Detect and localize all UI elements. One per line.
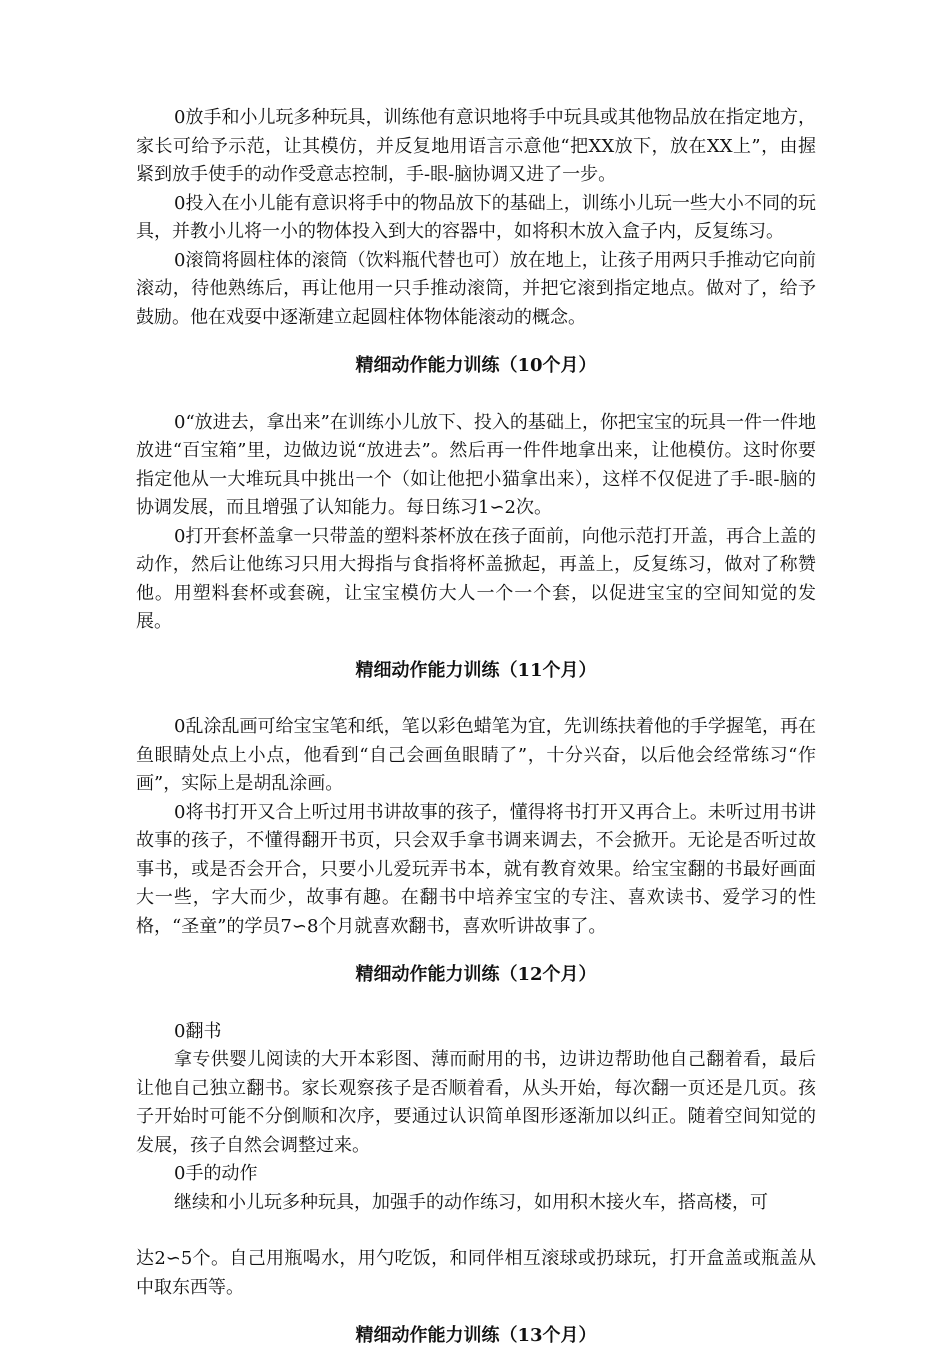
section-heading-10-months: 精细动作能力训练（10个月） bbox=[355, 355, 597, 376]
paragraph-scribble: 0乱涂乱画可给宝宝笔和纸，笔以彩色蜡笔为宜，先训练扶着他的手学握笔，再在鱼眼睛处点上小点，他看到“自己会画鱼眼睛了”，十分兴奋，以后他会经常练习“作画”，实际上是胡乱涂画。 bbox=[136, 716, 816, 794]
subheading-hand-actions: 0手的动作 bbox=[174, 1163, 258, 1184]
section-heading-12-months: 精细动作能力训练（12个月） bbox=[355, 964, 597, 985]
paragraph-put-down: 0放手和小儿玩多种玩具，训练他有意识地将手中玩具或其他物品放在指定地方，家长可给予示范，让其模仿，并反复地用语言示意他“把XX放下，放在XX上”，由握紧到放手使手的动作受意志控制，手-眼-脑协调又进了一步。 bbox=[136, 107, 816, 185]
paragraph-open-cup-lid: 0打开套杯盖拿一只带盖的塑料茶杯放在孩子面前，向他示范打开盖，再合上盖的动作，然后让他练习只用大拇指与食指将杯盖掀起，再盖上，反复练习，做对了称赞他。用塑料套杯或套碗，让宝宝模仿大人一个一个套，以促进宝宝的空间知觉的发展。 bbox=[136, 525, 816, 632]
paragraph-roller: 0滚筒将圆柱体的滚筒（饮料瓶代替也可）放在地上，让孩子用两只手推动它向前滚动，待他熟练后，再让他用一只手推动滚筒，并把它滚到指定地点。做对了，给予鼓励。他在戏耍中逐渐建立起圆柱体物体能滚动的概念。 bbox=[136, 249, 816, 328]
paragraph-open-close-book: 0将书打开又合上听过用书讲故事的孩子，懂得将书打开又再合上。未听过用书讲故事的孩子，不懂得翻开书页，只会双手拿书调来调去，不会掀开。无论是否听过故事书，或是否会开合，只要小儿爱玩弄书本，就有教育效果。给宝宝翻的书最好画面大一些，字大而少，故事有趣。在翻书中培养宝宝的专注、喜欢读书、爱学习的性格，“圣童”的学员7∽8个月就喜欢翻书，喜欢听讲故事了。 bbox=[136, 801, 816, 937]
paragraph-drop-in: 0投入在小儿能有意识将手中的物品放下的基础上，训练小儿玩一些大小不同的玩具，并教小儿将一小的物体投入到大的容器中，如将积木放入盒子内，反复练习。 bbox=[136, 192, 816, 242]
section-heading-11-months: 精细动作能力训练（11个月） bbox=[355, 659, 597, 681]
document-body bbox=[136, 104, 816, 1351]
subheading-turn-pages: 0翻书 bbox=[174, 1020, 222, 1042]
section-heading-13-months: 精细动作能力训练（13个月） bbox=[355, 1325, 597, 1346]
paragraph-turn-pages: 拿专供婴儿阅读的大开本彩图、薄而耐用的书，边讲边帮助他自己翻着看，最后让他自己独立翻书。家长观察孩子是否顺着看，从头开始，每次翻一页还是几页。孩子开始时可能不分倒顺和次序，要通过认识简单图形逐渐加以纠正。随着空间知觉的发展，孩子自然会调整过来。 bbox=[136, 1049, 816, 1156]
paragraph-put-in-take-out: 0“放进去，拿出来”在训练小儿放下、投入的基础上，你把宝宝的玩具一件一件地放进“百宝箱”里，边做边说“放进去”。然后再一件件地拿出来，让他模仿。这时你要指定他从一大堆玩具中挑出一个（如让他把小猫拿出来），这样不仅促进了手-眼-脑的协调发展，而且增强了认知能力。每日练习1∽2次。 bbox=[136, 411, 816, 518]
paragraph-hand-actions: 继续和小儿玩多种玩具，加强手的动作练习，如用积木接火车，搭高楼，可 bbox=[174, 1191, 768, 1213]
paragraph-hand-actions-continued: 达2∽5个。自己用瓶喝水，用勺吃饭，和同伴相互滚球或扔球玩，打开盒盖或瓶盖从中取东西等。 bbox=[136, 1248, 816, 1298]
